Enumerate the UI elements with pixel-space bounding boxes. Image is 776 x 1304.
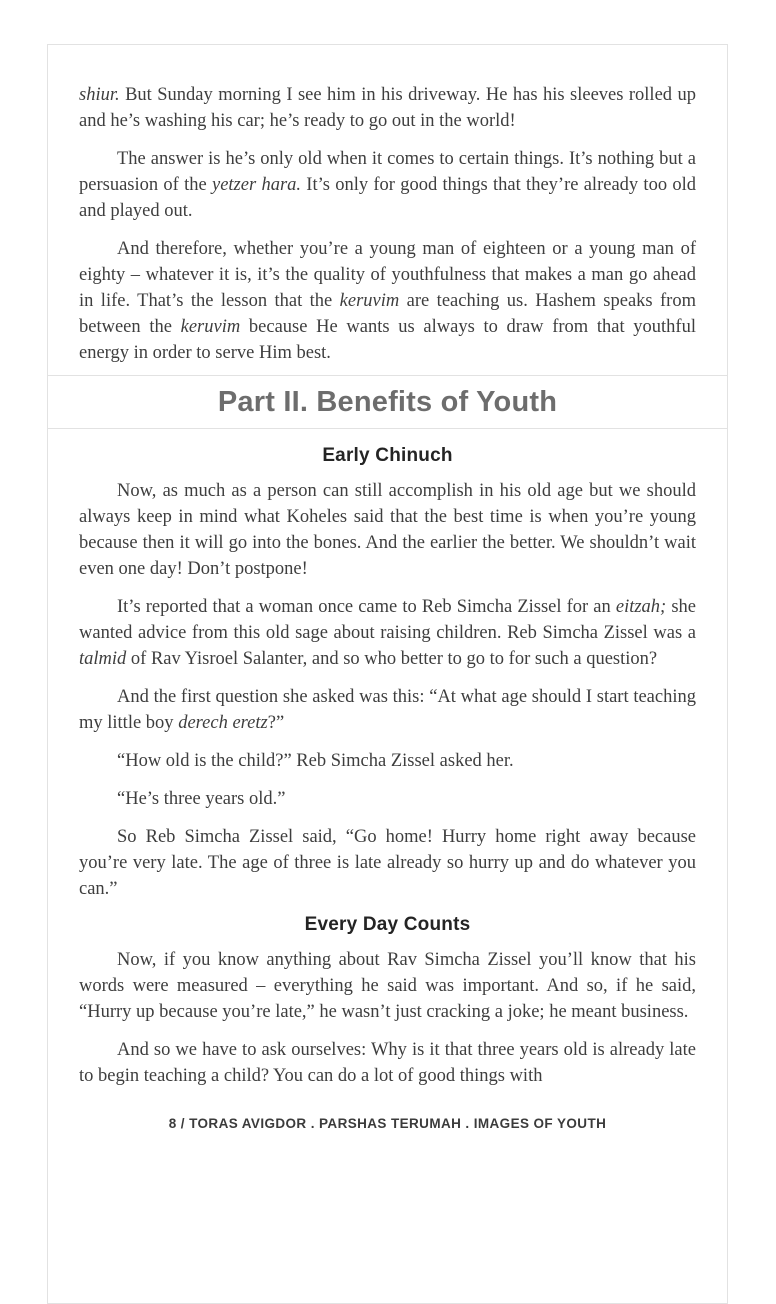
paragraph: And so we have to ask ourselves: Why is it that three years old is already late to begin teaching a child? You can do a lot of good things with (79, 1040, 696, 1086)
heading-every-day-counts: Every Day Counts (304, 914, 471, 935)
paragraph: Now, as much as a person can still accomplish in his old age but we should always keep in mind what Koheles said that the best time is when you’re young because then it will go into the bones. And the earlier the better. We shouldn’t wait even one day! Don’t postpone! (79, 481, 696, 579)
page-footer: 8 / TORAS AVIGDOR . PARSHAS TERUMAH . IMAGES OF YOUTH (168, 1116, 607, 1131)
document-page (47, 44, 728, 1304)
section-intro (48, 45, 727, 375)
part-title: Part II. Benefits of Youth (217, 385, 558, 418)
paragraph: And the first question she asked was this: “At what age should I start teaching my little boy derech eretz?” (79, 687, 696, 733)
paragraph: shiur. But Sunday morning I see him in his driveway. He has his sleeves rolled up and he’s washing his car; he’s ready to go out in the world! (79, 85, 696, 131)
paragraph: So Reb Simcha Zissel said, “Go home! Hurry home right away because you’re very late. The age of three is late already so hurry up and do whatever you can.” (79, 827, 696, 899)
part-title-band (48, 375, 727, 429)
paragraph: And therefore, whether you’re a young man of eighteen or a young man of eighty – whatever it is, it’s the quality of youthfulness that makes a man go ahead in life. That’s the lesson that the keruvim are teaching us. Hashem speaks from between the keruvim because He wants us always to draw from that youthful energy in order to serve Him best. (79, 239, 696, 363)
paragraph: The answer is he’s only old when it comes to certain things. It’s nothing but a persuasion of the yetzer hara. It’s only for good things that they’re already too old and played out. (79, 149, 696, 221)
paragraph: “How old is the child?” Reb Simcha Zissel asked her. (117, 751, 514, 771)
section-benefits-of-youth (48, 429, 727, 1131)
paragraph: Now, if you know anything about Rav Simcha Zissel you’ll know that his words were measured – everything he said was important. And so, if he said, “Hurry up because you’re late,” he wasn’t just cracking a joke; he meant business. (79, 950, 696, 1022)
heading-early-chinuch: Early Chinuch (322, 445, 453, 466)
paragraph: “He’s three years old.” (117, 789, 286, 809)
paragraph: It’s reported that a woman once came to Reb Simcha Zissel for an eitzah; she wanted advice from this old sage about raising children. Reb Simcha Zissel was a talmid of Rav Yisroel Salanter, and so who better to go to for such a question? (79, 597, 696, 669)
